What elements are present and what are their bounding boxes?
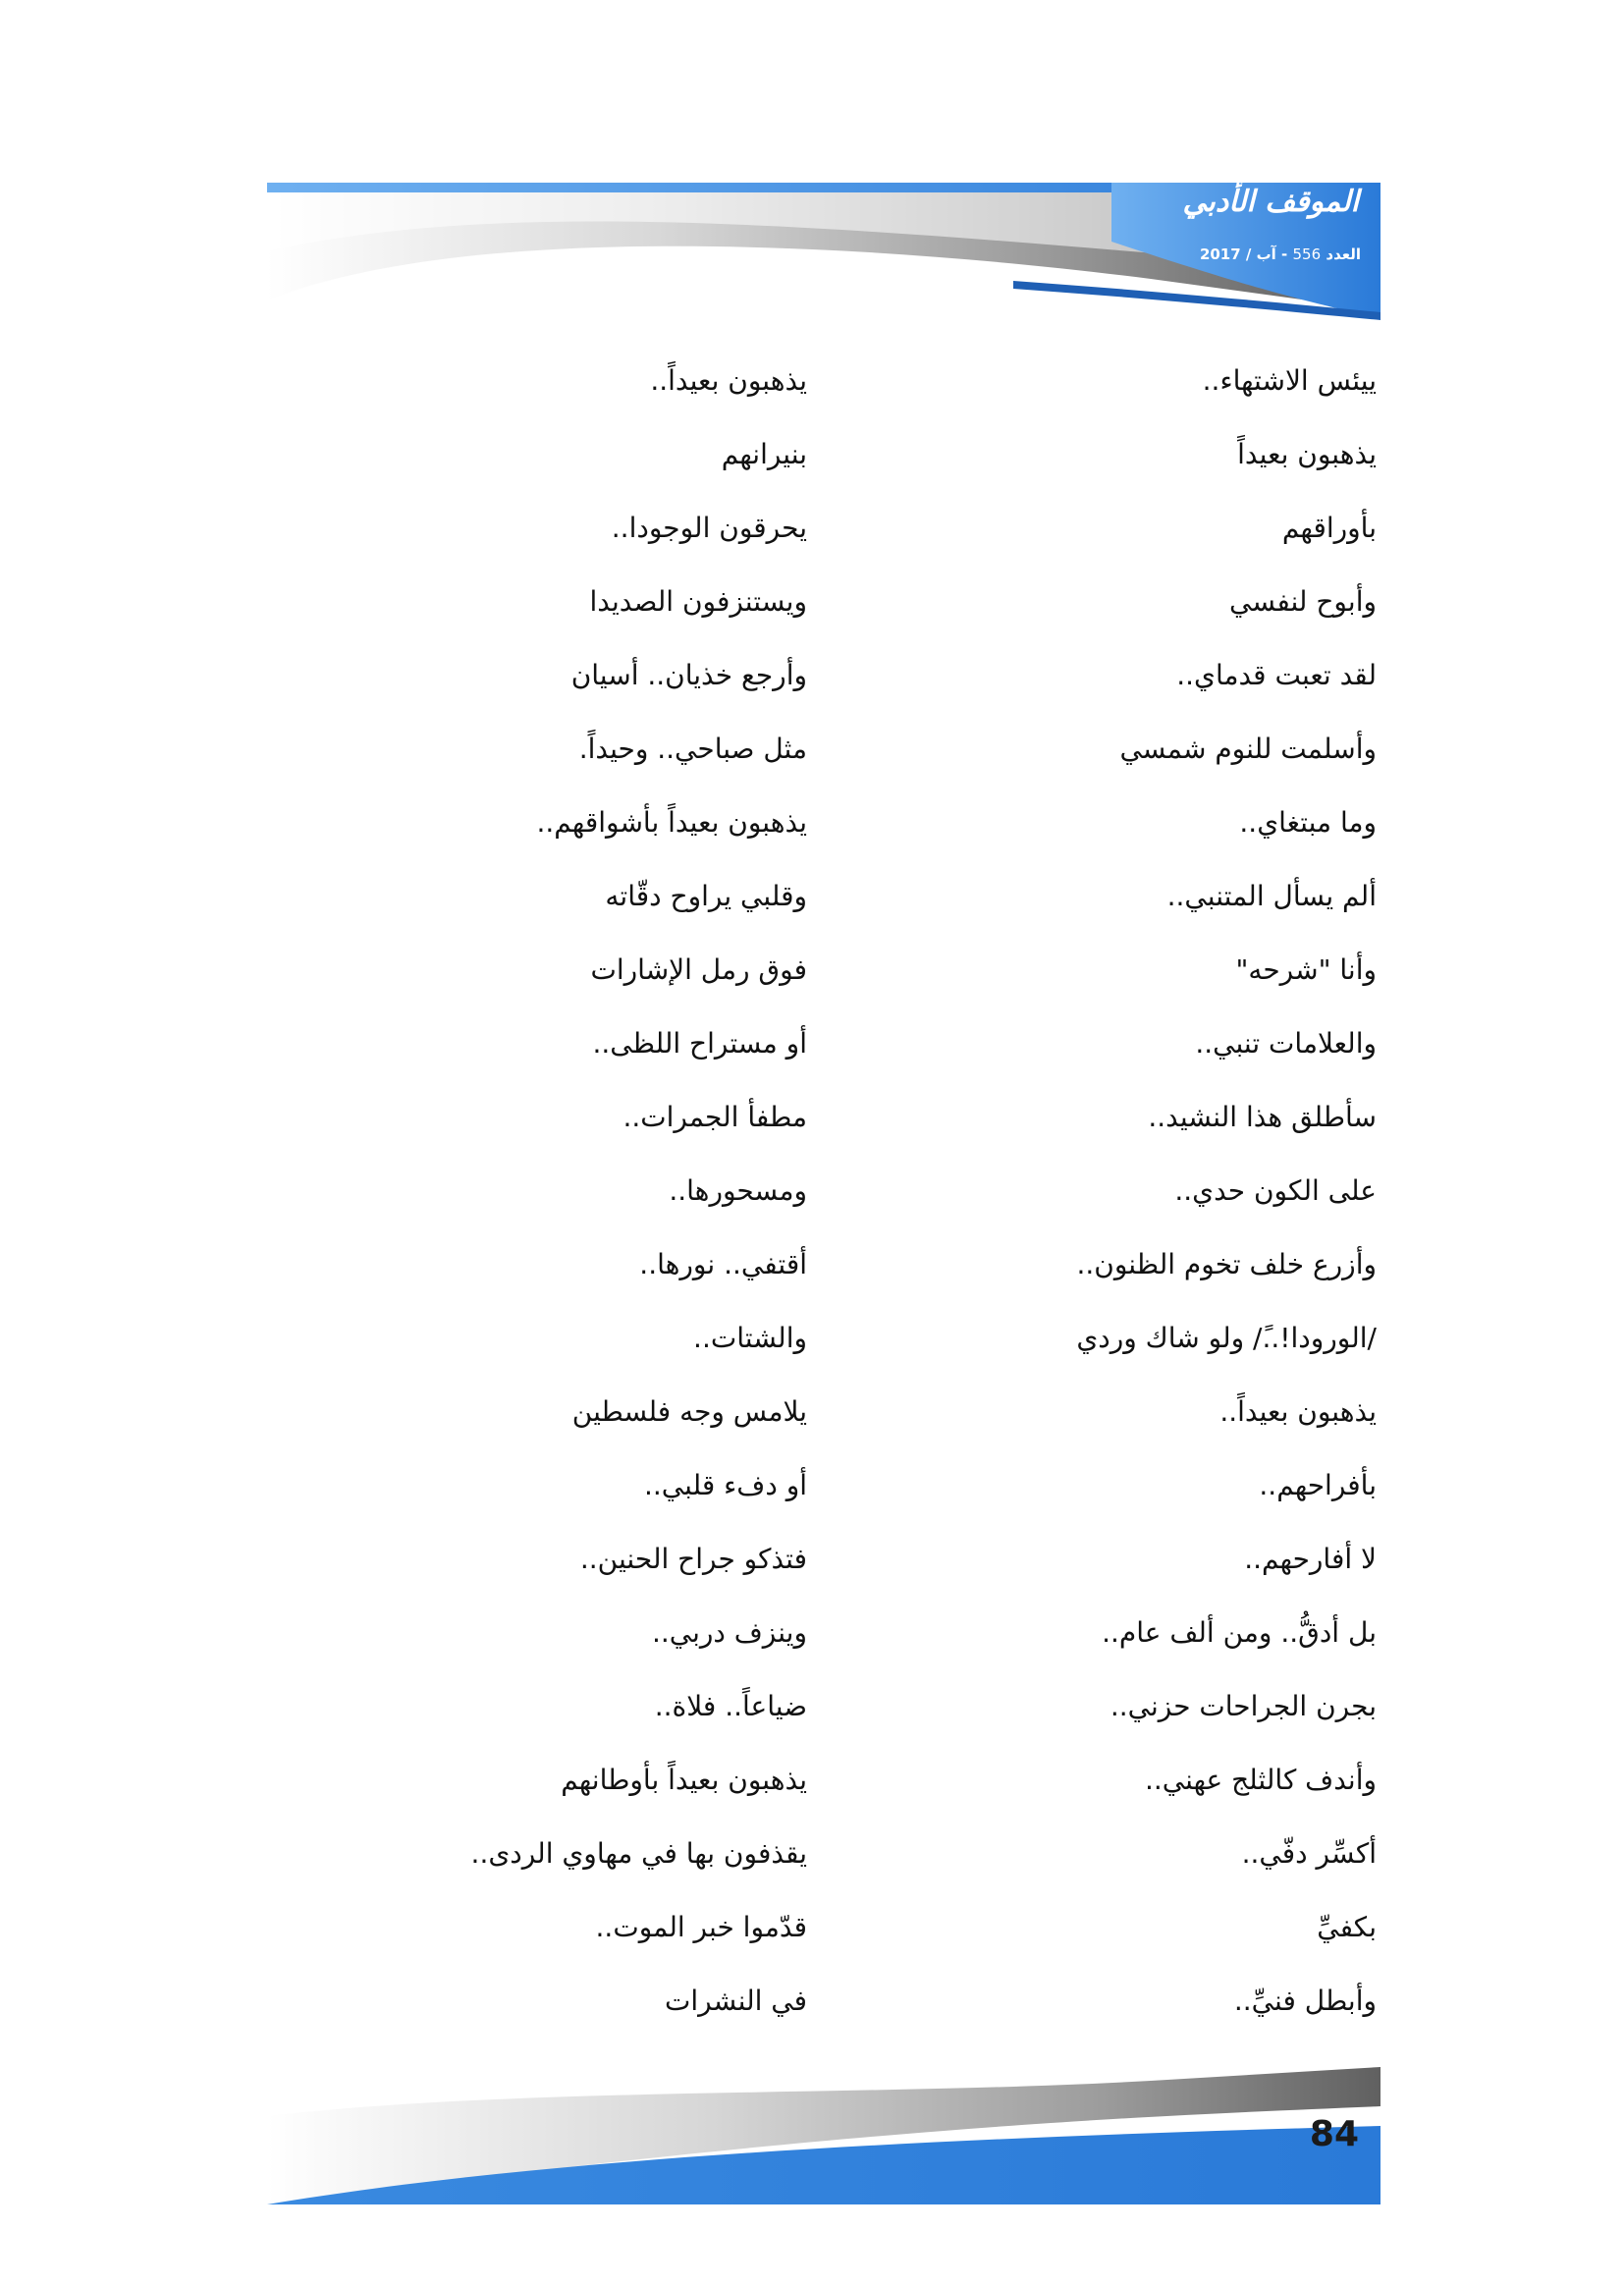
poem-line: بل أدقُّ.. ومن ألف عام.. <box>1102 1616 1377 1649</box>
poem-line: يذهبون بعيداً <box>1237 438 1377 470</box>
poem-line: أكسِّر دفّي.. <box>1241 1837 1377 1870</box>
poem-line: وأندف كالثلج عهني.. <box>1144 1764 1377 1796</box>
poem-line: فتذكو جراح الحنين.. <box>579 1543 807 1575</box>
poem-line: لقد تعبت قدماي.. <box>1176 659 1377 691</box>
poem-column-right <box>964 354 1377 2047</box>
page-header <box>267 183 1380 320</box>
poem-line: ويستنزفون الصديدا <box>589 585 807 618</box>
issue-date: - آب / 2017 <box>1199 245 1288 263</box>
poem-line: ضياعاً.. فلاة.. <box>654 1690 807 1722</box>
poem-line: ألم يسأل المتنبي.. <box>1166 880 1377 912</box>
poem-line: على الكون حدي.. <box>1174 1174 1377 1207</box>
issue-number: 556 <box>1292 245 1322 263</box>
footer-swoosh-graphic <box>267 2067 1380 2204</box>
poem-line: وينزف دربي.. <box>651 1616 807 1649</box>
poem-line: يذهبون بعيداً بأوطانهم <box>561 1764 807 1796</box>
poem-line: مثل صباحي.. وحيداً. <box>578 733 807 765</box>
poem-line: وأرجع خذيان.. أسيان <box>570 659 807 691</box>
poem-line: وأسلمت للنوم شمسي <box>1119 733 1377 765</box>
poem-column-left <box>355 354 807 2047</box>
poem-line: فوق رمل الإشارات <box>590 953 807 986</box>
poem-line: والعلامات تنبي.. <box>1195 1027 1377 1060</box>
issue-info <box>1200 245 1361 263</box>
poem-line: بنيرانهم <box>721 438 807 470</box>
poem-line: وأزرع خلف تخوم الظنون.. <box>1076 1248 1377 1280</box>
magazine-logo: الموقف الأدبي <box>1182 185 1359 219</box>
poem-line: بجرن الجراحات حزني.. <box>1110 1690 1377 1722</box>
poem-line: أو مستراح اللظى.. <box>592 1027 807 1060</box>
poem-line: مطفأ الجمرات.. <box>623 1101 807 1133</box>
poem-line: أقتفي.. نورها.. <box>639 1248 807 1280</box>
poem-line: بأفراحهم.. <box>1259 1469 1377 1501</box>
poem-line: وأبوح لنفسي <box>1229 585 1377 618</box>
poem-line: ومسحورها.. <box>669 1174 807 1207</box>
page-number: 84 <box>1309 2114 1359 2154</box>
poem-line: يلامس وجه فلسطين <box>571 1395 807 1428</box>
poem-line: يذهبون بعيداً.. <box>650 364 807 397</box>
poem-line: والشتات.. <box>693 1322 807 1354</box>
poem-line: بكفيِّ <box>1317 1911 1377 1943</box>
issue-label: العدد <box>1326 245 1361 263</box>
poem-line: بأوراقهم <box>1281 512 1377 544</box>
poem-line: سأطلق هذا النشيد.. <box>1148 1101 1377 1133</box>
poem-line: يحرقون الوجودا.. <box>611 512 807 544</box>
poem-line: يقذفون بها في مهاوي الردى.. <box>470 1837 807 1870</box>
poem-body <box>0 354 1624 2023</box>
poem-line: في النشرات <box>665 1985 807 2017</box>
poem-line: أو دفء قلبي.. <box>643 1469 807 1501</box>
poem-line: يذهبون بعيداً.. <box>1219 1395 1377 1428</box>
poem-line: /الورودا!..ً/ ولو شاك وردي <box>1076 1322 1377 1354</box>
poem-line: ييئس الاشتهاء.. <box>1202 364 1377 397</box>
poem-line: وأنا "شرحه" <box>1235 953 1377 986</box>
poem-line: قدّموا خبر الموت.. <box>595 1911 807 1943</box>
poem-line: وقلبي يراوح دقّاته <box>605 880 807 912</box>
poem-line: وأبطل فنيِّ.. <box>1233 1985 1377 2017</box>
poem-line: يذهبون بعيداً بأشواقهم.. <box>536 806 807 839</box>
poem-line: وما مبتغاي.. <box>1239 806 1377 839</box>
page-footer <box>267 2067 1380 2204</box>
poem-line: لا أفارحهم.. <box>1244 1543 1377 1575</box>
